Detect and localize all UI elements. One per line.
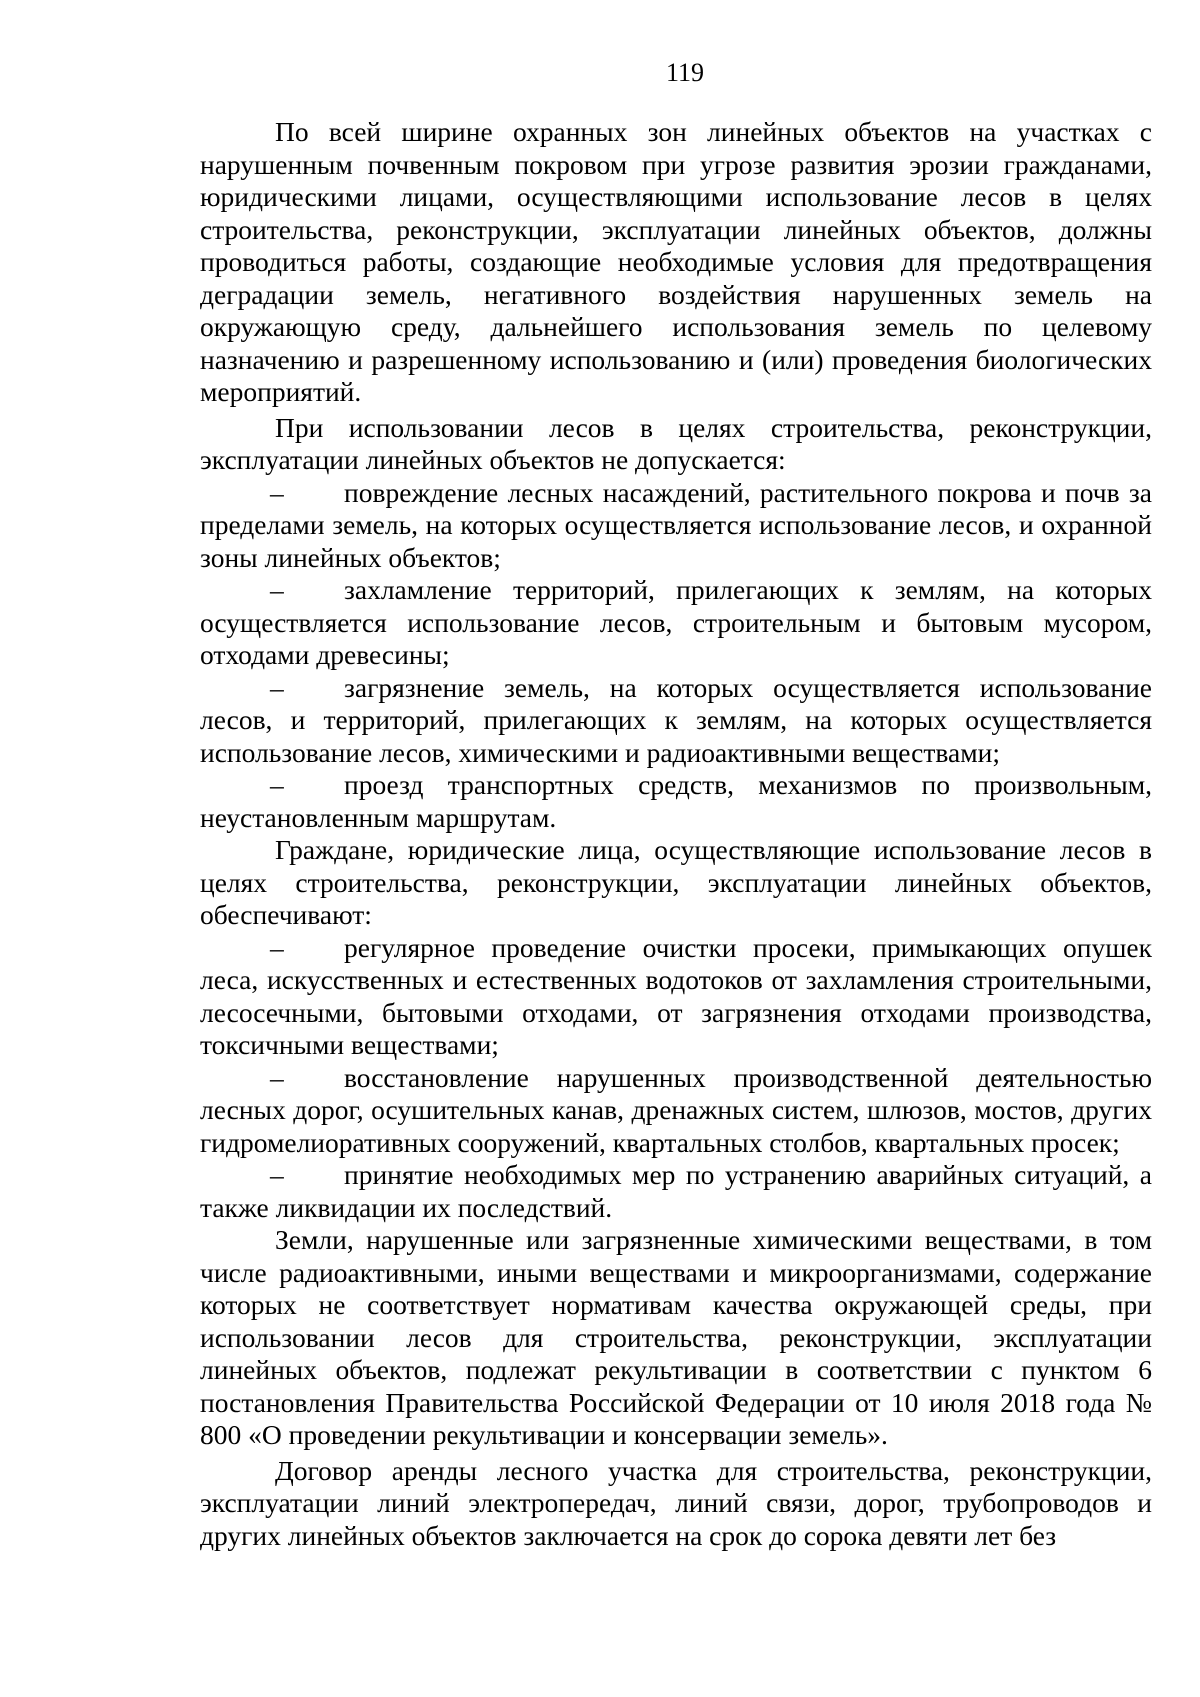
list-item-text: захламление территорий, прилегающих к землям, на которых осуществляется использование лесов, строительным и бытовым мусором, отходами древесины;	[200, 574, 1152, 670]
list-item	[200, 574, 1152, 672]
list-item-text: восстановление нарушенных производственной деятельностью лесных дорог, осушительных канав, дренажных систем, шлюзов, мостов, других гидромелиоративных сооружений, квартальных столбов, квартальных просек;	[200, 1061, 1152, 1158]
list-item-text: принятие необходимых мер по устранению аварийных ситуаций, а также ликвидации их последствий.	[200, 1159, 1152, 1223]
list-dash: –	[270, 574, 284, 605]
list-item	[200, 477, 1152, 575]
list-item	[200, 769, 1152, 834]
document-body	[200, 116, 1152, 1552]
list-item	[200, 672, 1152, 770]
paragraph: Граждане, юридические лица, осуществляющие использование лесов в целях строительства, реконструкции, эксплуатации линейных объектов, обеспечивают:	[200, 834, 1152, 930]
list-dash: –	[270, 671, 284, 703]
list-item-text: загрязнение земель, на которых осуществляется использование лесов, и территорий, прилегающих к землям, на которых осуществляется использование лесов, химическими и радиоактивными веществами;	[200, 671, 1152, 768]
list-item-text: регулярное проведение очистки просеки, примыкающих опушек леса, искусственных и естественных водотоков от захламления строительными, лесосечными, бытовыми отходами, от загрязнения отходами производства, токсичными веществами;	[200, 931, 1152, 1060]
paragraph: При использовании лесов в целях строительства, реконструкции, эксплуатации линейных объектов не допускается:	[200, 411, 1152, 475]
list-item	[200, 932, 1152, 1062]
list-dash: –	[270, 1159, 284, 1190]
page-number: 119	[665, 58, 705, 87]
list-item	[200, 1159, 1152, 1224]
paragraph: По всей ширине охранных зон линейных объектов на участках с нарушенным почвенным покровом при угрозе развития эрозии гражданами, юридическими лицами, осуществляющими использование лесов в целях строительства, реконструкции, эксплуатации линейных объектов, должны проводиться работы, создающие необходимые условия для предотвращения деградации земель, негативного воздействия нарушенных земель на окружающую среду, дальнейшего использования земель по целевому назначению и разрешенному использованию и (или) проведения биологических мероприятий.	[200, 116, 1152, 407]
list-dash: –	[270, 476, 284, 508]
list-dash: –	[270, 1061, 284, 1093]
list-dash: –	[270, 931, 284, 963]
list-dash: –	[270, 769, 284, 800]
list-item-text: повреждение лесных насаждений, растительного покрова и почв за пределами земель, на которых осуществляется использование лесов, и охранной зоны линейных объектов;	[200, 476, 1152, 573]
list-item	[200, 1062, 1152, 1160]
list-item-text: проезд транспортных средств, механизмов по произвольным, неустановленным маршрутам.	[200, 769, 1152, 833]
paragraph: Договор аренды лесного участка для строительства, реконструкции, эксплуатации линий электропередач, линий связи, дорог, трубопроводов и других линейных объектов заключается на срок до сорока девяти лет без	[200, 1454, 1152, 1551]
paragraph: Земли, нарушенные или загрязненные химическими веществами, в том числе радиоактивными, иными веществами и микроорганизмами, содержание которых не соответствует нормативам качества окружающей среды, при использовании лесов для строительства, реконструкции, эксплуатации линейных объектов, подлежат рекультивации в соответствии с пунктом 6 постановления Правительства Российской Федерации от 10 июля 2018 года № 800 «О проведении рекультивации и консервации земель».	[200, 1224, 1152, 1450]
